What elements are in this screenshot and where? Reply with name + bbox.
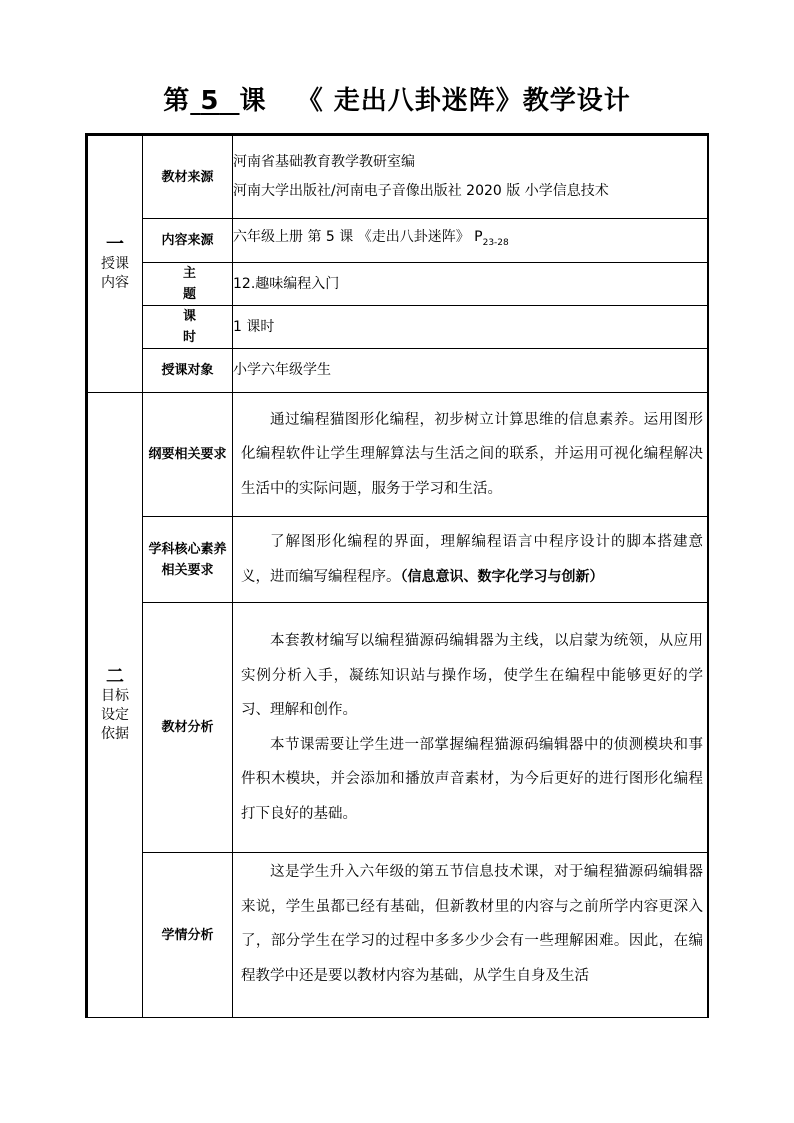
row-value-textbook-analysis: 本套教材编写以编程猫源码编辑器为主线，以启蒙为统领，从应用实例分析入手，凝练知识站与操作场，使学生在编程中能够更好的学习、理解和创作。 本节课需要让学生进一部掌握编程猫源码编辑器中的侦测模块和事件积木模块，并会添加和播放声音素材，为今后更好的进行图形化编程打下良好的基础。	[233, 603, 709, 853]
row-value-audience: 小学六年级学生	[233, 349, 709, 393]
row-label-source: 教材来源	[143, 135, 233, 219]
title-suffix: 课	[239, 86, 267, 116]
row-label-student-analysis: 学情分析	[143, 853, 233, 1018]
page-title	[0, 80, 794, 117]
section-1-header	[87, 135, 143, 393]
row-value-student-analysis: 这是学生升入六年级的第五节信息技术课，对于编程猫源码编辑器来说，学生虽都已经有基础，但新教材里的内容与之前所学内容更深入了，部分学生在学习的过程中多多少少会有一些理解困难。因此，在编程教学中还是要以教材内容为基础，从学生自身及生活	[233, 853, 709, 1018]
section-2-name-line: 依据	[101, 725, 129, 742]
book-title: 《 走出八卦迷阵》教学设计	[296, 86, 631, 116]
row-label-audience: 授课对象	[143, 349, 233, 393]
section-1-number: 一	[106, 234, 124, 255]
title-prefix: 第	[163, 86, 191, 116]
row-label-content-source: 内容来源	[143, 219, 233, 263]
section-2-number: 二	[106, 665, 124, 687]
row-value-topic: 12.趣味编程入门	[233, 263, 709, 306]
row-label-textbook-analysis: 教材分析	[143, 603, 233, 853]
row-value-content-source: 六年级上册 第 5 课 《走出八卦迷阵》 $P_{23-28}$	[233, 219, 709, 263]
row-label-hours: 课 时	[143, 306, 233, 349]
row-label-topic: 主 题	[143, 263, 233, 306]
page-range: 23-28	[482, 237, 509, 248]
row-value-core-literacy: 了解图形化编程的界面，理解编程语言中程序设计的脚本搭建意义，进而编写编程程序。（信息意识、数字化学习与创新）	[233, 517, 709, 603]
lesson-number: 5	[200, 86, 220, 116]
row-value-source: 河南省基础教育教学教研室编 河南大学出版社/河南电子音像出版社 2020 版 小学信息技术	[233, 135, 709, 219]
row-label-core-literacy: 学科核心素养相关要求	[143, 517, 233, 603]
section-2-name-line: 设定	[101, 706, 129, 723]
row-value-hours: 1 课时	[233, 306, 709, 349]
section-2-name-line: 目标	[101, 687, 129, 704]
row-value-outline: 通过编程猫图形化编程，初步树立计算思维的信息素养。运用图形化编程软件让学生理解算法与生活之间的联系，并运用可视化编程解决生活中的实际问题，服务于学习和生活。	[233, 393, 709, 517]
lesson-plan-table	[85, 133, 709, 1018]
literacy-emphasis: （信息意识、数字化学习与创新）	[400, 568, 604, 585]
row-label-outline: 纲要相关要求	[143, 393, 233, 517]
section-1-name-line: 内容	[101, 275, 129, 291]
section-1-name-line: 授课	[101, 256, 129, 272]
section-2-header	[87, 393, 143, 1018]
